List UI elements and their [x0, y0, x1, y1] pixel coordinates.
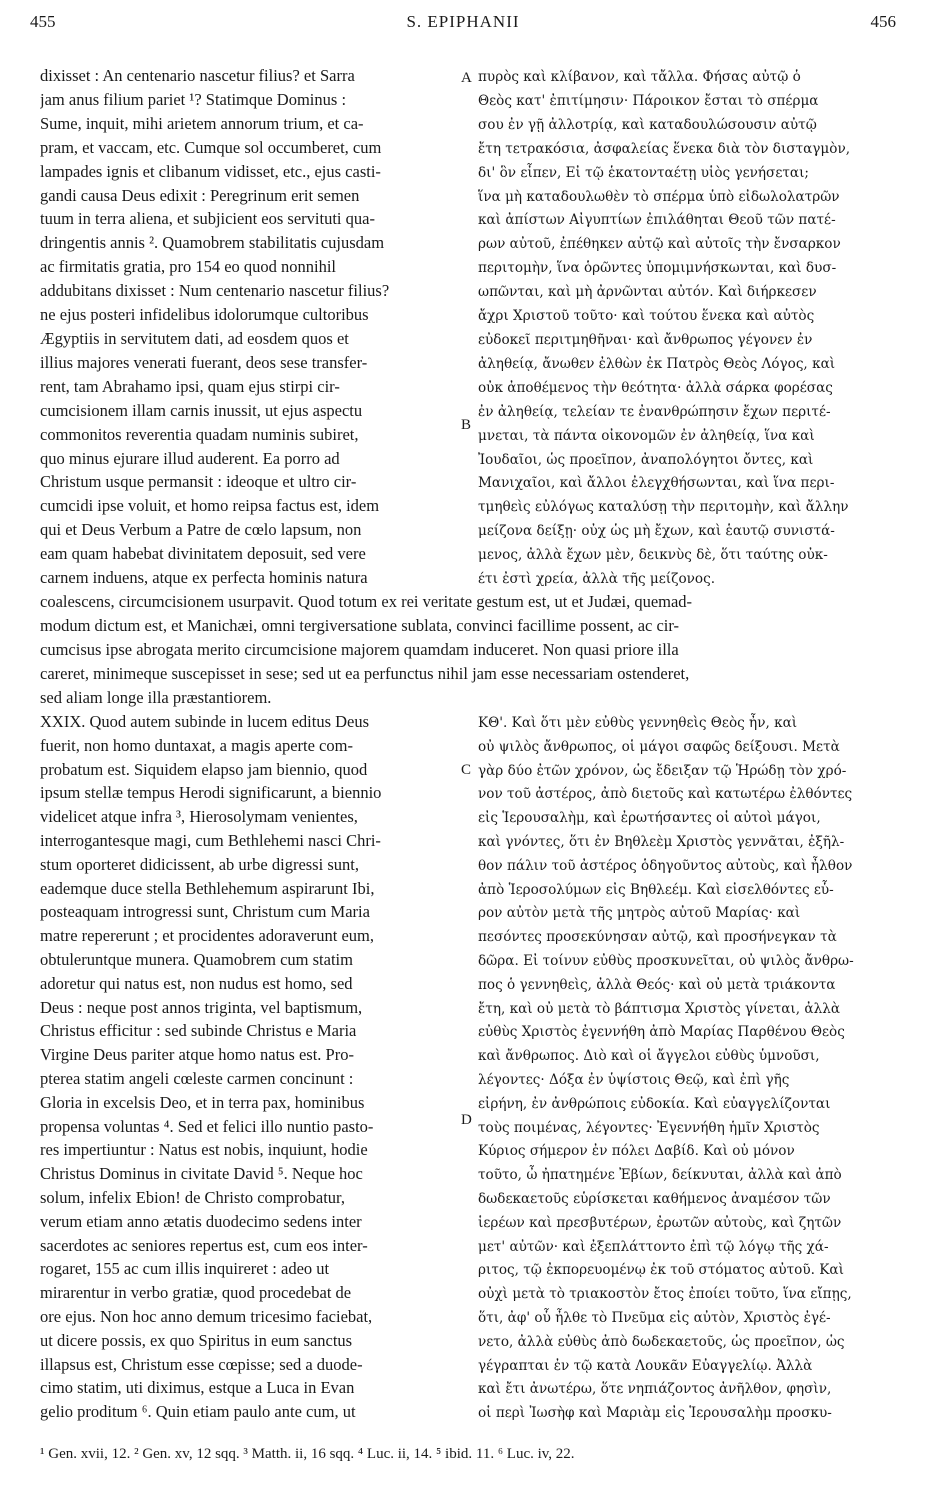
greek-text-line: ἐν ἀληθείᾳ, τελείαν τε ἐνανθρώπησιν ἔχων περιτέ- [478, 403, 831, 420]
greek-text-line: καὶ ἔτι ἀνωτέρω, ὅτε νηπιάζοντος ἀνῆλθον, φησὶν, [478, 1381, 832, 1398]
greek-text-line: τοὺς ποιμένας, λέγοντες· Ἐγεννήθη ἡμῖν Χριστὸς [478, 1119, 820, 1136]
greek-text-line: θον πάλιν τοῦ ἀστέρος ὁδηγοῦντος αὐτοὺς, καὶ ἦλθον [478, 857, 853, 874]
latin-text-line: tuum in terra aliena, et subjicient eos servituti qua- [40, 209, 375, 229]
greek-text-line: γὰρ δύο ἐτῶν χρόνον, ὡς ἔδειξαν τῷ Ἡρώδῃ τὸν χρό- [478, 762, 847, 779]
greek-text-line: ἄχρι Χριστοῦ τοῦτο· καὶ τούτου ἕνεκα καὶ αὐτὸς [478, 308, 815, 325]
latin-text-line: eam quam habebat divinitatem deposuit, sed vere [40, 544, 366, 564]
latin-text-line: gandi causa Deus edixit : Peregrinum erit semen [40, 185, 360, 205]
latin-column-section-2 [40, 710, 456, 1424]
latin-text-line: lampades ignis et clibanum vidisset, etc., ejus casti- [40, 161, 381, 181]
greek-text-line: γέγραπται ἐν τῷ κατὰ Λουκᾶν Εὐαγγελίῳ. Ἀλλὰ [478, 1357, 813, 1374]
latin-text-line: fuerit, non homo duntaxat, a magis aperte com- [40, 735, 353, 755]
latin-text-line: eademque duce stella Bethlehemum aspirarunt Ibi, [40, 878, 375, 898]
latin-text-line: ore ejus. Non hoc anno demum tricesimo faciebat, [40, 1306, 373, 1326]
greek-text-line: μενος, ἀλλὰ ἔχων μὲν, δεικνὺς δὲ, ὅτι ταύτης οὐκ- [478, 547, 828, 564]
latin-text-line: pram, et vaccam, etc. Cumque sol occumberet, cum [40, 137, 382, 157]
greek-text-line: εὐδοκεῖ περιτμηθῆναι· καὶ ἄνθρωπος γέγονεν ἐν [478, 331, 813, 348]
latin-text-line: obtuleruntque munera. Quamobrem cum statim [40, 949, 353, 969]
latin-text-line: ut dicere possis, ex quo Spiritus in eum sanctus [40, 1330, 353, 1350]
latin-text-line: matre repererunt ; et procidentes adoraverunt eum, [40, 926, 374, 946]
greek-text-line: Ἰουδαῖοι, ὡς προεῖπον, ἀναπολόγητοι ὄντες, καὶ [478, 451, 814, 468]
latin-text-line: cimo statim, uti diximus, estque a Luca in Evan [40, 1378, 355, 1398]
greek-text-line: εἰρήνη, ἐν ἀνθρώποις εὐδοκία. Καὶ εὐαγγελίζονται [478, 1095, 831, 1112]
wide-text-line: coalescens, circumcisionem usurpavit. Quod totum ex rei veritate gestum est, ut et Judæi, quemad- [40, 592, 693, 611]
greek-text-line: πυρὸς καὶ κλίβανον, καὶ τἄλλα. Φήσας αὐτῷ ὁ [478, 69, 801, 85]
greek-text-line: περιτομὴν, ἵνα ὁρῶντες ὑπομιμνήσκωνται, καὶ δυσ- [478, 260, 837, 277]
greek-column-section-1 [478, 66, 890, 592]
latin-text-line: quo minus ejurare illud auderent. Ea porro ad [40, 448, 340, 468]
latin-text-line: addubitans dixisset : Num centenario nascetur filius? [40, 281, 390, 301]
latin-text-line: mirarentur in verbo gratiæ, quod procedebat de [40, 1283, 352, 1303]
page-number-right: 456 [870, 12, 896, 31]
greek-text-line: δι' ὃν εἶπεν, Εἰ τῷ ἑκατονταέτῃ υἱὸς γενήσεται; [478, 164, 809, 181]
margin-marker-d: D [461, 1112, 472, 1128]
latin-text-line: qui et Deus Verbum a Patre de cœlo lapsum, non [40, 520, 362, 540]
latin-text-line: Sume, inquit, mihi arietem annorum trium, et ca- [40, 113, 364, 133]
greek-text-line: δῶρα. Εἰ τοίνυν εὐθὺς προσκυνεῖται, οὐ ψιλὸς ἄνθρω- [478, 952, 854, 969]
latin-text-line: ipsum stellæ tempus Herodi significarunt, a biennio [40, 783, 382, 803]
latin-text-line: cumcidi ipse voluit, et homo reipsa factus est, idem [40, 496, 380, 516]
greek-text-line: οἱ περὶ Ἰωσὴφ καὶ Μαριὰμ εἰς Ἱερουσαλὴμ προσκυ- [478, 1405, 832, 1422]
latin-text-line: stum oporteret didicissent, ab urbe digressi sunt, [40, 854, 359, 874]
latin-text-line: dixisset : An centenario nascetur filius? et Sarra [40, 66, 355, 85]
wide-text-line: cumcisus ipse abrogata merito circumcisione majorem quamdam induceret. Non quasi priore illa [40, 639, 679, 659]
latin-text-line: posteaquam introgressi sunt, Christum cum Maria [40, 902, 370, 922]
latin-text-line: gelio proditum ⁶. Quin etiam paulo ante cum, ut [40, 1402, 356, 1422]
greek-text-line: καὶ ἄνθρωπος. Διὸ καὶ οἱ ἄγγελοι εὐθὺς ὑμνοῦσι, [478, 1048, 820, 1065]
greek-text-line: τοῦτο, ὦ ἠπατημένε Ἐβίων, δείκνυται, ἀλλὰ καὶ ἀπὸ [478, 1167, 842, 1184]
greek-text-line: Θεὸς κατ' ἐπιτίμησιν· Πάροικον ἔσται τὸ σπέρμα [478, 92, 819, 109]
greek-text-line: καὶ ἀπίστων Αἰγυπτίων ἐπιλάθηται Θεοῦ τῶν πατέ- [478, 212, 836, 229]
latin-text-line: interrogantesque magi, cum Bethlehemi nasci Chri- [40, 830, 381, 850]
wide-text-section-1 [40, 590, 896, 710]
latin-text-line: carnem induens, atque ex perfecta hominis natura [40, 568, 368, 588]
latin-text-line: XXIX. Quod autem subinde in lucem editus Deus [40, 712, 370, 731]
latin-text-line: res impertiuntur : Natus est nobis, inquiunt, hodie [40, 1140, 368, 1160]
greek-text-line: ἀπὸ Ἱεροσολύμων εἰς Βηθλεέμ. Καὶ εἰσελθόντες εὗ- [478, 881, 834, 898]
running-title: S. EPIPHANII [406, 12, 520, 31]
latin-text-line: adoretur qui natus est, non nudus est homo, sed [40, 973, 353, 993]
latin-text-line: solum, infelix Ebion! de Christo comprobatur, [40, 1187, 346, 1207]
greek-text-line: εἰς Ἱερουσαλὴμ, καὶ ἐρωτήσαντες οἱ αὐτοὶ μάγοι, [478, 810, 821, 827]
greek-text-line: ριτος, τῷ ἐκπορευομένῳ ἐκ τοῦ στόματος αὐτοῦ. Καὶ [478, 1262, 844, 1279]
greek-text-line: ἱερέων καὶ πρεσβυτέρων, ἐρωτῶν αὐτοὺς, καὶ ζητῶν [478, 1214, 842, 1231]
footnotes: ¹ Gen. xvii, 12. ² Gen. xv, 12 sqq. ³ Matth. ii, 16 sqq. ⁴ Luc. ii, 14. ⁵ ibid. 11. ⁶ Luc. iv, 22. [40, 1446, 575, 1462]
greek-text-line: ὅτι, ἀφ' οὗ ἦλθε τὸ Πνεῦμα εἰς αὐτὸν, Χριστὸς ἐγέ- [478, 1309, 831, 1326]
latin-text-line: ac firmitatis gratia, pro 154 eo quod nonnihil [40, 257, 337, 277]
greek-text-line: ἀληθείᾳ, ἄνωθεν ἐλθὼν ἐκ Πατρὸς Θεὸς Λόγος, καὶ [478, 355, 836, 372]
latin-text-line: sacerdotes ac seniores repertus est, cum eos inter- [40, 1235, 368, 1255]
latin-text-line: Deus : neque post annos triginta, vel baptismum, [40, 997, 363, 1017]
latin-text-line: dringentis annis ². Quamobrem stabilitatis cujusdam [40, 233, 385, 253]
latin-text-line: verum etiam anno ætatis duodecimo sedens inter [40, 1211, 362, 1231]
latin-text-line: Christus efficitur : sed subinde Christus e Maria [40, 1021, 357, 1041]
greek-text-line: οὐ ψιλὸς ἄνθρωπος, οἱ μάγοι σαφῶς δείξουσι. Μετὰ [478, 738, 840, 755]
wide-text-line: modum dictum est, et Manichæi, omni tergiversatione sublata, convinci facillime possent, ac cir- [40, 615, 680, 635]
latin-text-line: Christus Dominus in civitate David ⁵. Neque hoc [40, 1164, 363, 1184]
margin-marker-b: B [461, 417, 472, 433]
latin-text-line: propensa voluntas ⁴. Sed et felici illo nuntio pasto- [40, 1116, 374, 1136]
greek-text-line: οὐχὶ μετὰ τὸ τριακοστὸν ἔτος ἐποίει τοῦτο, ἵνα εἴπῃς, [478, 1286, 852, 1303]
latin-text-line: rent, tam Abrahamo ipsi, quam ejus stirpi cir- [40, 376, 340, 396]
latin-text-line: rogaret, 155 ac cum illis inquireret : adeo ut [40, 1259, 330, 1279]
greek-text-line: ἔτη τετρακόσια, ἀσφαλείας ἕνεκα διὰ τὸν δισταγμὸν, [478, 140, 851, 157]
latin-text-line: illapsus est, Christum esse cœpisse; sed a duode- [40, 1354, 363, 1374]
greek-text-line: μετ' αὐτῶν· καὶ ἐξεπλάττοντο ἐπὶ τῷ λόγῳ τῆς χά- [478, 1238, 829, 1255]
greek-text-line: μνεται, τὰ πάντα οἰκονομῶν ἐν ἀληθείᾳ, ἵνα καὶ [478, 427, 815, 444]
greek-text-line: ρων αὐτοῦ, ἐπέθηκεν αὐτῷ καὶ αὐτοῖς τὴν ἔνσαρκον [478, 236, 841, 253]
wide-text-line: careret, minimeque suscepisset in sese; sed ut ea perfunctus nihil jam esse necessariam ostenderet, [40, 663, 690, 683]
latin-text-line: cumcisionem illam carnis inussit, ut ejus aspectu [40, 400, 363, 420]
greek-text-line: τμηθεὶς εὐλόγως καταλύσῃ τὴν περιτομὴν, καὶ ἄλλην [478, 499, 849, 516]
wide-text-line: sed aliam longe illa præstantiorem. [40, 687, 272, 707]
margin-marker-a: A [461, 70, 472, 86]
greek-text-line: ἵνα μὴ καταδουλωθὲν τὸ σπέρμα ὑπὸ εἰδωλολατρῶν [478, 188, 840, 205]
greek-text-line: Μανιχαῖοι, καὶ ἄλλοι ἐλεγχθήσωνται, καὶ ἵνα περι- [478, 475, 835, 492]
latin-text-line: Virgine Deus pariter atque homo natus est. Pro- [40, 1045, 354, 1065]
latin-text-line: Christum usque permansit : ideoque et ultro cir- [40, 472, 357, 492]
greek-text-line: ΚΘ'. Καὶ ὅτι μὲν εὐθὺς γεννηθεὶς Θεὸς ἦν, καὶ [478, 715, 798, 731]
greek-text-line: ρον αὐτὸν μετὰ τῆς μητρὸς αὐτοῦ Μαρίας· καὶ [478, 905, 801, 922]
greek-text-line: μείζονα δείξῃ· οὐχ ὡς μὴ ἔχων, καὶ ἑαυτῷ συνιστά- [478, 523, 835, 540]
greek-text-line: έτι ἐστὶ χρεία, ἀλλὰ τῆς μείζονος. [478, 571, 716, 588]
greek-text-line: ἔτη, καὶ οὐ μετὰ τὸ βάπτισμα Χριστὸς γίνεται, ἀλλὰ [478, 1000, 840, 1017]
latin-text-line: videlicet atque infra ³, Hierosolymam venientes, [40, 807, 358, 827]
greek-text-line: σου ἐν γῇ ἀλλοτρίᾳ, καὶ καταδουλώσουσιν αὐτῷ [478, 116, 817, 133]
latin-text-line: jam anus filium pariet ¹? Statimque Dominus : [40, 89, 347, 109]
page-number-left: 455 [30, 12, 56, 31]
greek-text-line: δωδεκαετοῦς εὑρίσκεται καθήμενος ἀναμέσον τῶν [478, 1190, 831, 1207]
latin-text-line: Gloria in excelsis Deo, et in terra pax, hominibus [40, 1092, 365, 1112]
latin-text-line: illius majores venerati fuerant, deos sese transfer- [40, 352, 368, 372]
greek-text-line: λέγοντες· Δόξα ἐν ὑψίστοις Θεῷ, καὶ ἐπὶ γῆς [478, 1071, 790, 1088]
greek-column-section-2 [478, 712, 890, 1426]
running-header [30, 12, 896, 36]
greek-text-line: καὶ γνόντες, ὅτι ἐν Βηθλεὲμ Χριστὸς γεννᾶται, ἐξῆλ- [478, 833, 845, 850]
greek-text-line: νετο, ἀλλὰ εὐθὺς ἀπὸ δωδεκαετοῦς, ὡς προεῖπον, ὡς [478, 1333, 845, 1350]
latin-text-line: probatum est. Siquidem elapso jam biennio, quod [40, 759, 368, 779]
latin-text-line: pterea statim angeli cœleste carmen concinunt : [40, 1068, 354, 1088]
latin-text-line: commonitos reverentia quadam numinis subiret, [40, 424, 359, 444]
latin-text-line: Ægyptiis in servitutem dati, ad eosdem quos et [40, 328, 349, 348]
greek-text-line: οὐκ ἀποθέμενος τὴν θεότητα· ἀλλὰ σάρκα φορέσας [478, 379, 833, 396]
greek-text-line: ωπῶνται, καὶ μὴ ἀρνῶνται αὐτόν. Καὶ διήρκεσεν [478, 284, 817, 301]
greek-text-line: πος ὁ γεννηθεὶς, ἀλλὰ Θεός· καὶ οὐ μετὰ τριάκοντα [478, 976, 836, 993]
latin-column-section-1 [40, 64, 456, 590]
greek-text-line: εὐθὺς Χριστὸς ἐγεννήθη ἀπὸ Μαρίας Παρθένου Θεὸς [478, 1024, 845, 1041]
greek-text-line: Κύριος σήμερον ἐν πόλει Δαβίδ. Καὶ οὐ μόνον [478, 1143, 795, 1160]
margin-marker-c: C [461, 762, 472, 778]
latin-text-line: ne ejus posteri infidelibus idolorumque cultoribus [40, 305, 369, 325]
greek-text-line: νον τοῦ ἀστέρος, ἀπὸ διετοῦς καὶ κατωτέρω ἐλθόντες [478, 786, 853, 803]
greek-text-line: πεσόντες προσεκύνησαν αὐτῷ, καὶ προσήνεγκαν τὰ [478, 929, 837, 946]
